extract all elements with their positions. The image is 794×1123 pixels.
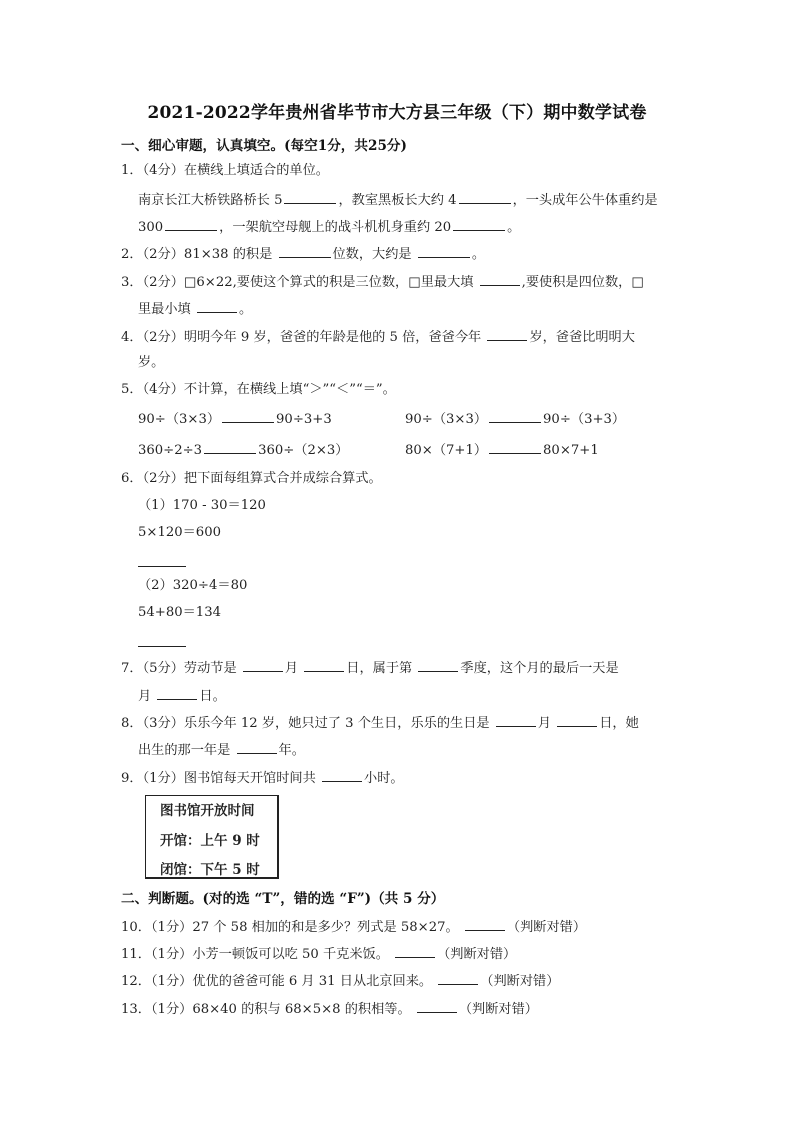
q7-text: 月 <box>138 689 152 704</box>
question-12 <box>121 971 559 991</box>
q5-expr: 90÷（3×3） <box>138 412 221 427</box>
q13-hint: （判断对错） <box>458 1002 538 1017</box>
question-13 <box>121 999 538 1019</box>
q13-text: 13．（1分）68×40 的积与 68×5×8 的积相等。 <box>121 1002 411 1017</box>
judge-blank[interactable] <box>465 917 505 931</box>
answer-blank[interactable] <box>418 244 470 258</box>
answer-blank[interactable] <box>279 244 331 258</box>
q5-compare-1 <box>138 409 332 429</box>
question-7-line-1 <box>121 658 619 678</box>
q3-text: 。 <box>238 302 253 317</box>
q4-text: 4．（2分）明明今年 9 岁，爸爸的年龄是他的 5 倍，爸爸今年 <box>121 330 482 345</box>
q6-group-1-step-2: 5×120＝600 <box>138 525 221 540</box>
q10-text: 10．（1分）27 个 58 相加的和是多少？列式是 58×27。 <box>121 920 459 935</box>
question-7-line-2 <box>138 686 226 706</box>
answer-blank[interactable] <box>165 217 217 231</box>
q12-hint: （判断对错） <box>480 974 560 989</box>
q9-text: 9．（1分）图书馆每天开馆时间共 <box>121 771 316 786</box>
judge-blank[interactable] <box>438 971 478 985</box>
q5-compare-4 <box>405 440 599 460</box>
answer-blank[interactable] <box>284 190 336 204</box>
question-4-line-2: 岁。 <box>138 355 165 370</box>
answer-blank[interactable] <box>304 658 344 672</box>
q10-hint: （判断对错） <box>506 920 587 935</box>
notice-close-time: 闭馆：下午 5 时 <box>160 862 260 878</box>
q5-compare-2 <box>405 409 625 429</box>
q12-text: 12．（1分）优优的爸爸可能 6 月 31 日从北京回来。 <box>121 974 433 989</box>
judge-blank[interactable] <box>417 999 457 1013</box>
q8-text: 8．（3分）乐乐今年 12 岁，她只过了 3 个生日，乐乐的生日是 <box>121 716 490 731</box>
compare-blank[interactable] <box>489 440 541 454</box>
q7-text: 季度，这个月的最后一天是 <box>460 661 619 676</box>
q6-group-1-step-1: （1）170 - 30＝120 <box>138 498 266 513</box>
q11-text: 11．（1分）小芳一顿饭可以吃 50 千克米饭。 <box>121 947 389 962</box>
question-1-line-1 <box>138 190 658 210</box>
q1-text: ，一头成年公牛体重约是 <box>512 193 658 208</box>
q1-text: ，一架航空母舰上的战斗机机身重约 20 <box>219 220 452 235</box>
q2-text: 2．（2分）81×38 的积是 <box>121 247 273 262</box>
notice-open-time: 开馆：上午 9 时 <box>160 833 260 849</box>
q6-answer-line-1[interactable] <box>138 566 186 567</box>
question-10 <box>121 917 586 937</box>
question-9 <box>121 768 404 788</box>
question-1-line-2 <box>138 217 520 237</box>
question-3-line-2 <box>138 299 252 319</box>
q7-text: 日。 <box>199 689 226 704</box>
q8-text: 年。 <box>278 743 305 758</box>
q5-compare-3 <box>138 440 349 460</box>
section-1-heading: 一、细心审题，认真填空。(每空1分，共25分) <box>121 138 407 154</box>
question-2 <box>121 244 485 264</box>
q6-group-2-step-2: 54+80＝134 <box>138 605 221 620</box>
q3-text: ,要使积是四位数，□ <box>521 275 644 290</box>
q5-expr: 80×（7+1） <box>405 443 488 458</box>
exam-title: 2021-2022学年贵州省毕节市大方县三年级（下）期中数学试卷 <box>147 103 647 123</box>
q1-text: ，教室黑板长大约 4 <box>338 193 457 208</box>
question-6-prompt: 6．（2分）把下面每组算式合并成综合算式。 <box>121 471 382 486</box>
compare-blank[interactable] <box>204 440 256 454</box>
answer-blank[interactable] <box>243 658 283 672</box>
answer-blank[interactable] <box>480 272 520 286</box>
q9-text: 小时。 <box>364 771 404 786</box>
compare-blank[interactable] <box>489 409 541 423</box>
answer-blank[interactable] <box>453 217 505 231</box>
q7-text: 月 <box>284 661 299 676</box>
q8-text: 月 <box>537 716 552 731</box>
q8-text: 出生的那一年是 <box>138 743 231 758</box>
q2-text: 。 <box>471 247 486 262</box>
question-4-line-1 <box>121 327 635 347</box>
q6-answer-line-2[interactable] <box>138 646 186 647</box>
notice-title: 图书馆开放时间 <box>160 803 255 819</box>
q5-expr: 90÷3+3 <box>276 412 332 427</box>
q4-text: 岁，爸爸比明明大 <box>529 330 635 345</box>
q1-text: 300 <box>138 220 164 235</box>
answer-blank[interactable] <box>459 190 511 204</box>
q5-expr: 360÷（2×3） <box>258 443 349 458</box>
q5-expr: 90÷（3+3） <box>543 412 626 427</box>
q1-text: 南京长江大桥铁路桥长 5 <box>138 193 283 208</box>
q7-text: 日，属于第 <box>346 661 413 676</box>
answer-blank[interactable] <box>496 713 536 727</box>
section-2-heading: 二、判断题。(对的选 “T”，错的选 “F”)（共 5 分） <box>121 891 445 907</box>
question-3-line-1 <box>121 272 644 292</box>
question-8-line-2 <box>138 740 305 760</box>
answer-blank[interactable] <box>418 658 458 672</box>
question-11 <box>121 944 516 964</box>
answer-blank[interactable] <box>487 327 527 341</box>
answer-blank[interactable] <box>157 686 197 700</box>
q11-hint: （判断对错） <box>437 947 517 962</box>
q7-text: 7．（5分）劳动节是 <box>121 661 237 676</box>
q5-expr: 360÷2÷3 <box>138 443 203 458</box>
q3-text: 里最小填 <box>138 302 191 317</box>
question-5-prompt: 5．（4分）不计算，在横线上填“＞”“＜”“＝”。 <box>121 382 396 397</box>
q8-text: 日，她 <box>599 716 639 731</box>
compare-blank[interactable] <box>222 409 274 423</box>
question-1-prompt: 1．（4分）在横线上填适合的单位。 <box>121 163 329 178</box>
q1-text: 。 <box>507 220 521 235</box>
answer-blank[interactable] <box>237 740 277 754</box>
q6-group-2-step-1: （2）320÷4＝80 <box>138 578 248 593</box>
q3-text: 3．（2分）□6×22,要使这个算式的积是三位数，□里最大填 <box>121 275 474 290</box>
answer-blank[interactable] <box>322 768 362 782</box>
answer-blank[interactable] <box>557 713 597 727</box>
q2-text: 位数，大约是 <box>332 247 412 262</box>
library-hours-notice <box>145 795 279 879</box>
q5-expr: 90÷（3×3） <box>405 412 488 427</box>
judge-blank[interactable] <box>395 944 435 958</box>
question-8-line-1 <box>121 713 639 733</box>
q5-expr: 80×7+1 <box>543 443 599 458</box>
answer-blank[interactable] <box>197 299 237 313</box>
